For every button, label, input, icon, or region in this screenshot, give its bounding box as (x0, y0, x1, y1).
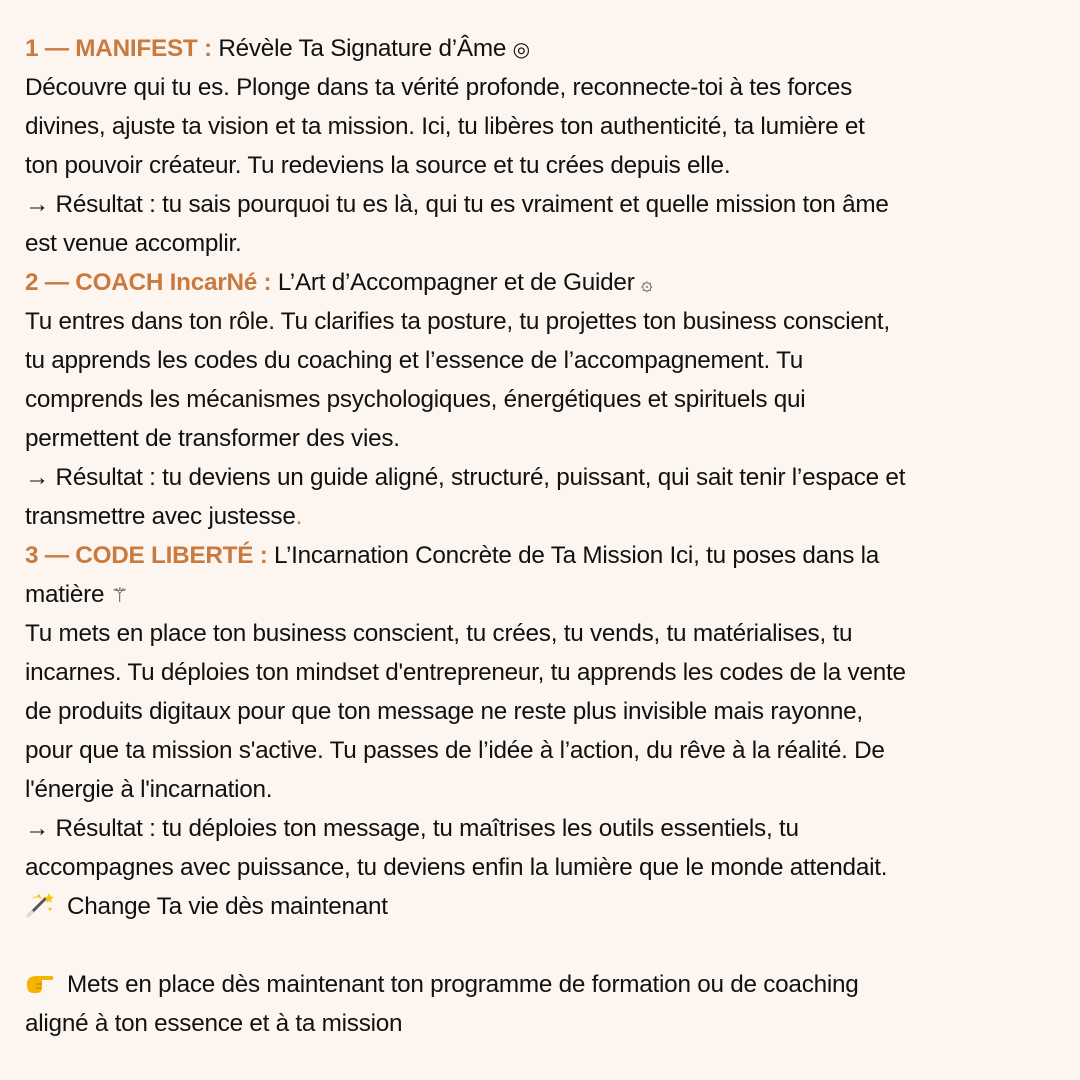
body-line: permettent de transformer des vies. (25, 425, 400, 452)
result-line: → Résultat : tu deviens un guide aligné, structuré, puissant, qui sait tenir l’espace et (25, 464, 906, 491)
magic-wand-icon (25, 892, 55, 918)
body-line: l'énergie à l'incarnation. (25, 776, 273, 803)
body-line: Découvre qui tu es. Plonge dans ta vérité profonde, reconnecte-toi à tes forces (25, 74, 853, 101)
body-line: tu apprends les codes du coaching et l’essence de l’accompagnement. Tu (25, 347, 804, 374)
section-1-heading (25, 29, 906, 68)
spiral-icon: ◎ (512, 37, 530, 61)
body-line: pour que ta mission s'active. Tu passes de l’idée à l’action, du rêve à la réalité. De (25, 737, 885, 764)
section-3-heading (25, 536, 906, 575)
section-title: L’Incarnation Concrète de Ta Mission Ici, tu poses dans la (267, 542, 880, 569)
accent-dot: . (295, 503, 303, 530)
result-line (25, 497, 906, 536)
body-line: comprends les mécanismes psychologiques, énergétiques et spirituels qui (25, 386, 806, 413)
result-text: transmettre avec justesse (25, 503, 296, 530)
blank-line (25, 926, 906, 965)
cta-wand-text: Change Ta vie dès maintenant (67, 893, 388, 920)
section-2-heading (25, 263, 906, 302)
result-line: → Résultat : tu déploies ton message, tu maîtrises les outils essentiels, tu (25, 815, 799, 842)
section-title-cont: matière (25, 581, 111, 608)
section-label: 2 — COACH IncarNé : (25, 269, 272, 296)
sun-mandala-icon: ۞ (641, 271, 653, 295)
section-label: 3 — CODE LIBERTÉ : (25, 542, 268, 569)
body-line: ton pouvoir créateur. Tu redeviens la source et tu crées depuis elle. (25, 152, 731, 179)
body-line: Tu entres dans ton rôle. Tu clarifies ta posture, tu projettes ton business conscient, (25, 308, 890, 335)
result-line: accompagnes avec puissance, tu deviens enfin la lumière que le monde attendait. (25, 854, 888, 881)
section-title: L’Art d’Accompagner et de Guider (271, 269, 642, 296)
result-line: est venue accomplir. (25, 230, 242, 257)
cta-pointer-line-2: aligné à ton essence et à ta mission (25, 1010, 403, 1037)
section-3-heading-cont (25, 575, 906, 614)
body-line: de produits digitaux pour que ton message ne reste plus invisible mais rayonne, (25, 698, 863, 725)
caduceus-icon: ⚚ (110, 583, 129, 607)
cta-pointer-line (25, 965, 906, 1004)
document (25, 29, 906, 1043)
section-title: Révèle Ta Signature d’Âme (211, 35, 513, 62)
body-line: incarnes. Tu déploies ton mindset d'entrepreneur, tu apprends les codes de la vente (25, 659, 906, 686)
body-line: divines, ajuste ta vision et ta mission. Ici, tu libères ton authenticité, ta lumière et (25, 113, 865, 140)
section-label: 1 — MANIFEST : (25, 35, 212, 62)
cta-pointer-text: Mets en place dès maintenant ton programme de formation ou de coaching (67, 971, 859, 998)
cta-wand-line (25, 887, 906, 926)
result-line: → Résultat : tu sais pourquoi tu es là, qui tu es vraiment et quelle mission ton âme (25, 191, 889, 218)
body-line: Tu mets en place ton business conscient, tu crées, tu vends, tu matérialises, tu (25, 620, 853, 647)
pointing-hand-icon (25, 970, 55, 996)
